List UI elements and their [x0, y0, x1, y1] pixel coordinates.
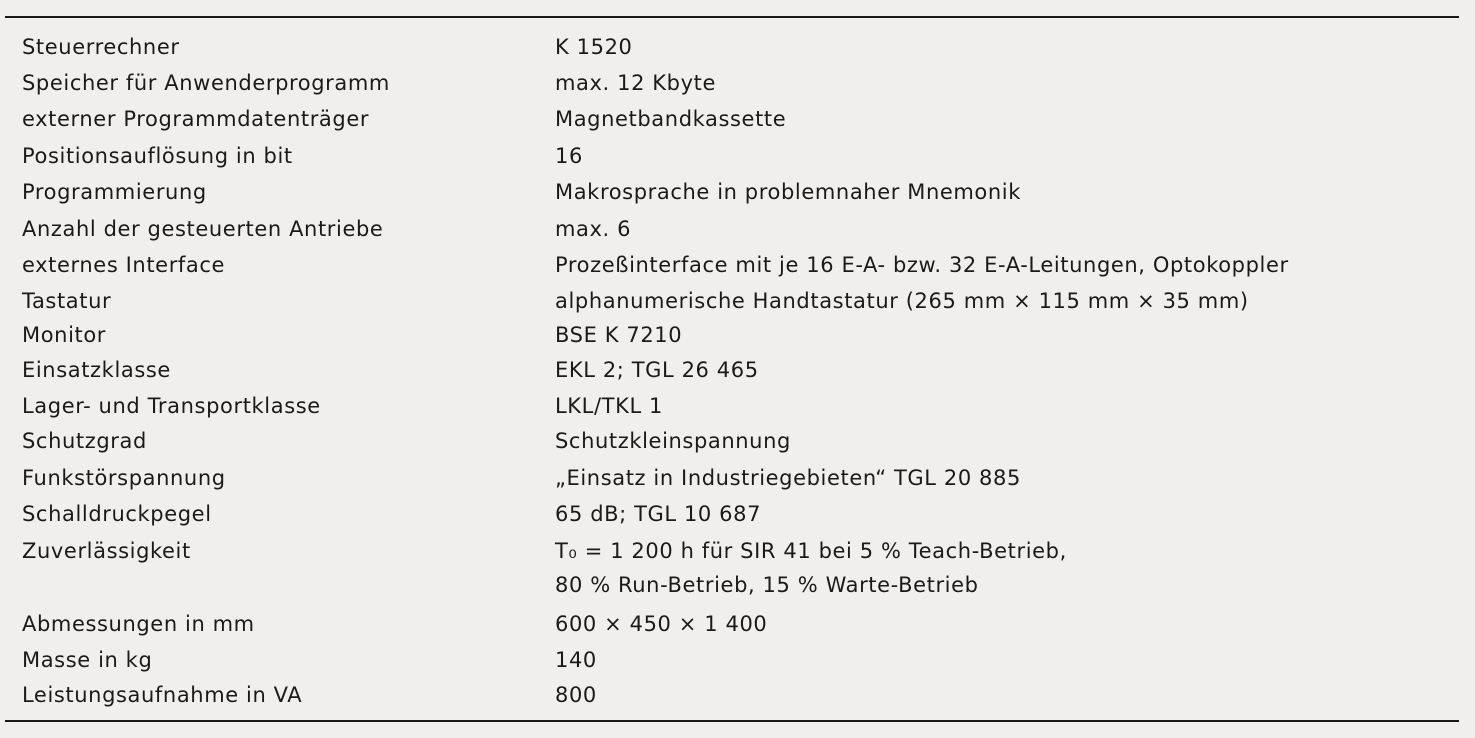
spec-value: alphanumerische Handtastatur (265 mm × 115 mm × 35 mm) [555, 289, 1249, 313]
spec-value: EKL 2; TGL 26 465 [555, 358, 759, 382]
spec-row-schalldruckpegel [0, 497, 1475, 531]
spec-label: Steuerrechner [22, 35, 180, 59]
spec-row-schutzgrad [0, 424, 1475, 458]
spec-value: „Einsatz in Industriegebieten“ TGL 20 885 [555, 466, 1021, 490]
spec-row-zuverlaessigkeit [0, 534, 1475, 606]
spec-value: 600 × 450 × 1 400 [555, 612, 768, 636]
spec-label: externes Interface [22, 253, 226, 277]
spec-value: Magnetbandkassette [555, 107, 787, 131]
spec-value: LKL/TKL 1 [555, 394, 663, 418]
spec-value: 65 dB; TGL 10 687 [555, 502, 762, 526]
spec-label: Positionsauflösung in bit [22, 144, 293, 168]
spec-label: Anzahl der gesteuerten Antriebe [22, 217, 384, 241]
spec-row-lagerklasse [0, 389, 1475, 423]
spec-value: BSE K 7210 [555, 323, 683, 347]
spec-label: Tastatur [22, 289, 112, 313]
spec-value: Schutzkleinspannung [555, 429, 791, 453]
spec-label: Einsatzklasse [22, 358, 171, 382]
spec-row-interface [0, 248, 1475, 282]
spec-label: Lager- und Transportklasse [22, 394, 321, 418]
spec-label: Schutzgrad [22, 429, 147, 453]
spec-value-line-1: T₀ = 1 200 h für SIR 41 bei 5 % Teach-Betrieb, [555, 539, 1067, 563]
spec-value: 800 [555, 683, 597, 707]
bottom-rule [5, 720, 1459, 722]
spec-row-antriebe [0, 212, 1475, 246]
top-rule [5, 16, 1459, 18]
spec-row-programmierung [0, 175, 1475, 209]
spec-value: max. 6 [555, 217, 632, 241]
spec-row-masse [0, 643, 1475, 677]
spec-row-tastatur [0, 284, 1475, 318]
spec-row-programmdatentraeger [0, 102, 1475, 136]
spec-row-abmessungen [0, 607, 1475, 641]
spec-label: Zuverlässigkeit [22, 539, 191, 563]
spec-label: Masse in kg [22, 648, 153, 672]
spec-label: Abmessungen in mm [22, 612, 255, 636]
spec-label: Funkstörspannung [22, 466, 226, 490]
spec-value: 140 [555, 648, 597, 672]
spec-value: Makrosprache in problemnaher Mnemonik [555, 180, 1021, 204]
spec-label: Leistungsaufnahme in VA [22, 683, 303, 707]
spec-value [555, 534, 1067, 602]
spec-value-line-2: 80 % Run-Betrieb, 15 % Warte-Betrieb [555, 573, 979, 597]
spec-row-einsatzklasse [0, 353, 1475, 387]
spec-row-funkstoerspannung [0, 461, 1475, 495]
spec-label: Programmierung [22, 180, 207, 204]
spec-row-speicher [0, 66, 1475, 100]
spec-row-monitor [0, 318, 1475, 352]
spec-row-positionsaufloesung [0, 139, 1475, 173]
spec-value: 16 [555, 144, 583, 168]
spec-label: Speicher für Anwenderprogramm [22, 71, 390, 95]
spec-label: Monitor [22, 323, 107, 347]
spec-label: Schalldruckpegel [22, 502, 212, 526]
spec-value: K 1520 [555, 35, 633, 59]
spec-label: externer Programmdatenträger [22, 107, 370, 131]
spec-value: Prozeßinterface mit je 16 E-A- bzw. 32 E-A-Leitungen, Optokoppler [555, 253, 1289, 277]
spec-value: max. 12 Kbyte [555, 71, 716, 95]
spec-row-steuerrechner [0, 30, 1475, 64]
spec-row-leistungsaufnahme [0, 678, 1475, 712]
